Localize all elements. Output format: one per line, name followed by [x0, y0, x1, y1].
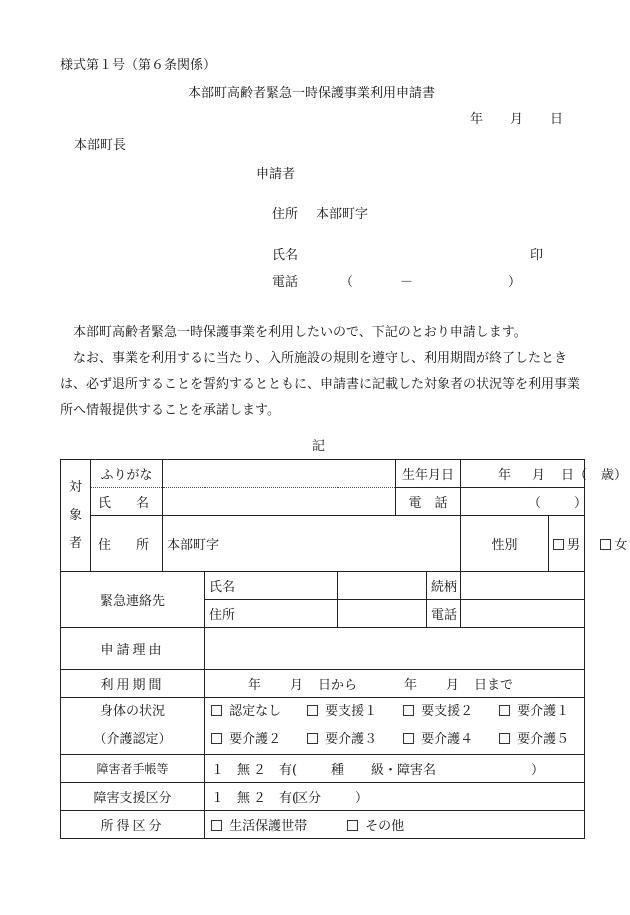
- period-month-2: 月: [445, 678, 459, 693]
- applicant-address-label: 住所: [272, 207, 299, 222]
- care-option-label: 要介護４: [421, 732, 474, 747]
- care-option-label: 要支援１: [325, 704, 378, 719]
- furigana-field[interactable]: [163, 460, 396, 488]
- birth-age: 歳）: [601, 468, 628, 483]
- care-option-label: 要支援２: [421, 704, 474, 719]
- care-option-checkbox[interactable]: [211, 733, 222, 744]
- address-value: 本部町字: [167, 538, 220, 553]
- form-title: 本部町高齢者緊急一時保護事業利用申請書: [188, 86, 436, 101]
- form-table: [60, 459, 628, 839]
- sc-class: 区分: [295, 791, 322, 806]
- care-option-checkbox[interactable]: [307, 705, 318, 716]
- care-option-label: 要介護２: [229, 732, 282, 747]
- subject-phone-open: （: [528, 496, 542, 511]
- applicant-phone-close: ）: [508, 275, 522, 290]
- sex-options: [549, 516, 628, 572]
- income-class-label: [61, 811, 205, 839]
- sex-label: 性別: [461, 516, 549, 572]
- date-year-label: 年: [470, 112, 484, 127]
- period-year-2: 年: [403, 678, 417, 693]
- income-option-label: その他: [365, 819, 405, 834]
- sc-close: ）: [355, 791, 369, 806]
- address-label: [91, 516, 163, 572]
- seal-mark: 印: [530, 248, 544, 263]
- care-option-checkbox[interactable]: [307, 733, 318, 744]
- birthdate-label: 生年月日: [396, 460, 461, 488]
- applicant-name-label: 氏名: [272, 248, 299, 263]
- reason-label-text: 申請理由: [100, 643, 165, 658]
- income-options: [205, 811, 585, 839]
- sc-yes: ２ 有(: [253, 791, 298, 806]
- date-day-label: 日: [550, 112, 564, 127]
- period-from: 日から: [317, 678, 357, 693]
- applicant-phone-label: 電話: [272, 275, 299, 290]
- male-checkbox[interactable]: [553, 539, 564, 550]
- income-option-checkbox[interactable]: [347, 820, 358, 831]
- db-none: １ 無: [211, 763, 251, 778]
- period-month-1: 月: [289, 678, 303, 693]
- income-option-checkbox[interactable]: [211, 820, 222, 831]
- birth-day: 日（: [561, 468, 588, 483]
- db-grade: 種: [331, 763, 345, 778]
- applicant-phone-open: （: [340, 275, 354, 290]
- applicant-address-value: 本部町字: [316, 207, 369, 222]
- em-phone-label: 電話: [427, 600, 461, 628]
- db-level: 級・障害名: [371, 763, 437, 778]
- period-label-text: 利用期間: [100, 678, 165, 693]
- female-checkbox[interactable]: [600, 539, 611, 550]
- female-label: 女: [614, 538, 628, 553]
- em-name-label: 氏名: [205, 572, 338, 600]
- care-option-label: 認定なし: [229, 704, 282, 719]
- period-until: 日まで: [473, 678, 513, 693]
- db-close: ）: [531, 763, 545, 778]
- care-options: [205, 698, 585, 755]
- subject-header: [61, 460, 91, 572]
- period-field[interactable]: [205, 670, 585, 698]
- care-option-label: 要介護１: [517, 704, 570, 719]
- body-paragraph-1: 本部町高齢者緊急一時保護事業を利用したいので、下記のとおり申請します。: [73, 325, 527, 340]
- period-year-1: 年: [247, 678, 261, 693]
- sc-none: １ 無: [211, 791, 251, 806]
- income-option-label: 生活保護世帯: [229, 819, 308, 834]
- income-class-text: 所得区分: [100, 819, 165, 834]
- applicant-label: 申請者: [256, 167, 296, 182]
- address-label-text: 住 所: [97, 538, 155, 553]
- body-paragraph-2: なお、事業を利用するに当たり、入所施設の規則を遵守し、利用期間が終了したときは、必ず退所することを誓約するとともに、申請書に記載した対象者の状況等を利用事業所へ情報提供することを承諾します。: [60, 351, 581, 418]
- em-address-field[interactable]: [338, 600, 427, 628]
- furigana-label: ふりがな: [91, 460, 163, 488]
- care-option-checkbox[interactable]: [403, 705, 414, 716]
- care-option-label: 要介護５: [517, 732, 570, 747]
- care-option-checkbox[interactable]: [499, 705, 510, 716]
- db-yes: ２ 有(: [253, 763, 298, 778]
- em-phone-field[interactable]: [461, 600, 585, 628]
- addressee: 本部町長: [74, 138, 127, 153]
- form-number: 様式第１号（第６条関係）: [60, 58, 217, 73]
- care-cert-text: （介護認定）: [93, 732, 172, 747]
- date-month-label: 月: [510, 112, 524, 127]
- birthdate-field[interactable]: [461, 460, 628, 488]
- period-label: [61, 670, 205, 698]
- body-status-label: [61, 698, 205, 755]
- subject-phone-label: 電 話: [396, 488, 461, 516]
- relation-label: 続柄: [427, 572, 461, 600]
- body-status-text: 身体の状況: [99, 704, 165, 719]
- emergency-label: 緊急連絡先: [61, 572, 205, 628]
- subject-char-1: 対: [68, 479, 82, 495]
- name-field[interactable]: [163, 488, 396, 516]
- birth-month: 月: [532, 468, 546, 483]
- applicant-phone-dash: －: [400, 275, 414, 290]
- reason-label: [61, 628, 205, 670]
- subject-phone-field[interactable]: [461, 488, 588, 516]
- em-address-label: 住所: [205, 600, 338, 628]
- em-name-field[interactable]: [338, 572, 427, 600]
- disability-book-field[interactable]: [205, 755, 585, 783]
- care-option-checkbox[interactable]: [499, 733, 510, 744]
- disability-book-label: 障害者手帳等: [61, 755, 205, 783]
- support-class-field[interactable]: [205, 783, 585, 811]
- name-label-text: 氏 名: [97, 496, 155, 511]
- subject-char-3: 者: [68, 535, 82, 551]
- address-field[interactable]: [163, 516, 461, 572]
- care-option-checkbox[interactable]: [403, 733, 414, 744]
- support-class-label: 障害支援区分: [61, 783, 205, 811]
- name-label: [91, 488, 163, 516]
- relation-field[interactable]: [461, 572, 585, 600]
- birth-year: 年: [498, 468, 512, 483]
- care-option-label: 要介護３: [325, 732, 378, 747]
- subject-char-2: 象: [68, 507, 82, 523]
- reason-field[interactable]: [205, 628, 585, 670]
- male-label: 男: [567, 538, 581, 553]
- ki-label: 記: [312, 439, 326, 454]
- subject-phone-close: ）: [574, 496, 588, 511]
- care-option-checkbox[interactable]: [211, 705, 222, 716]
